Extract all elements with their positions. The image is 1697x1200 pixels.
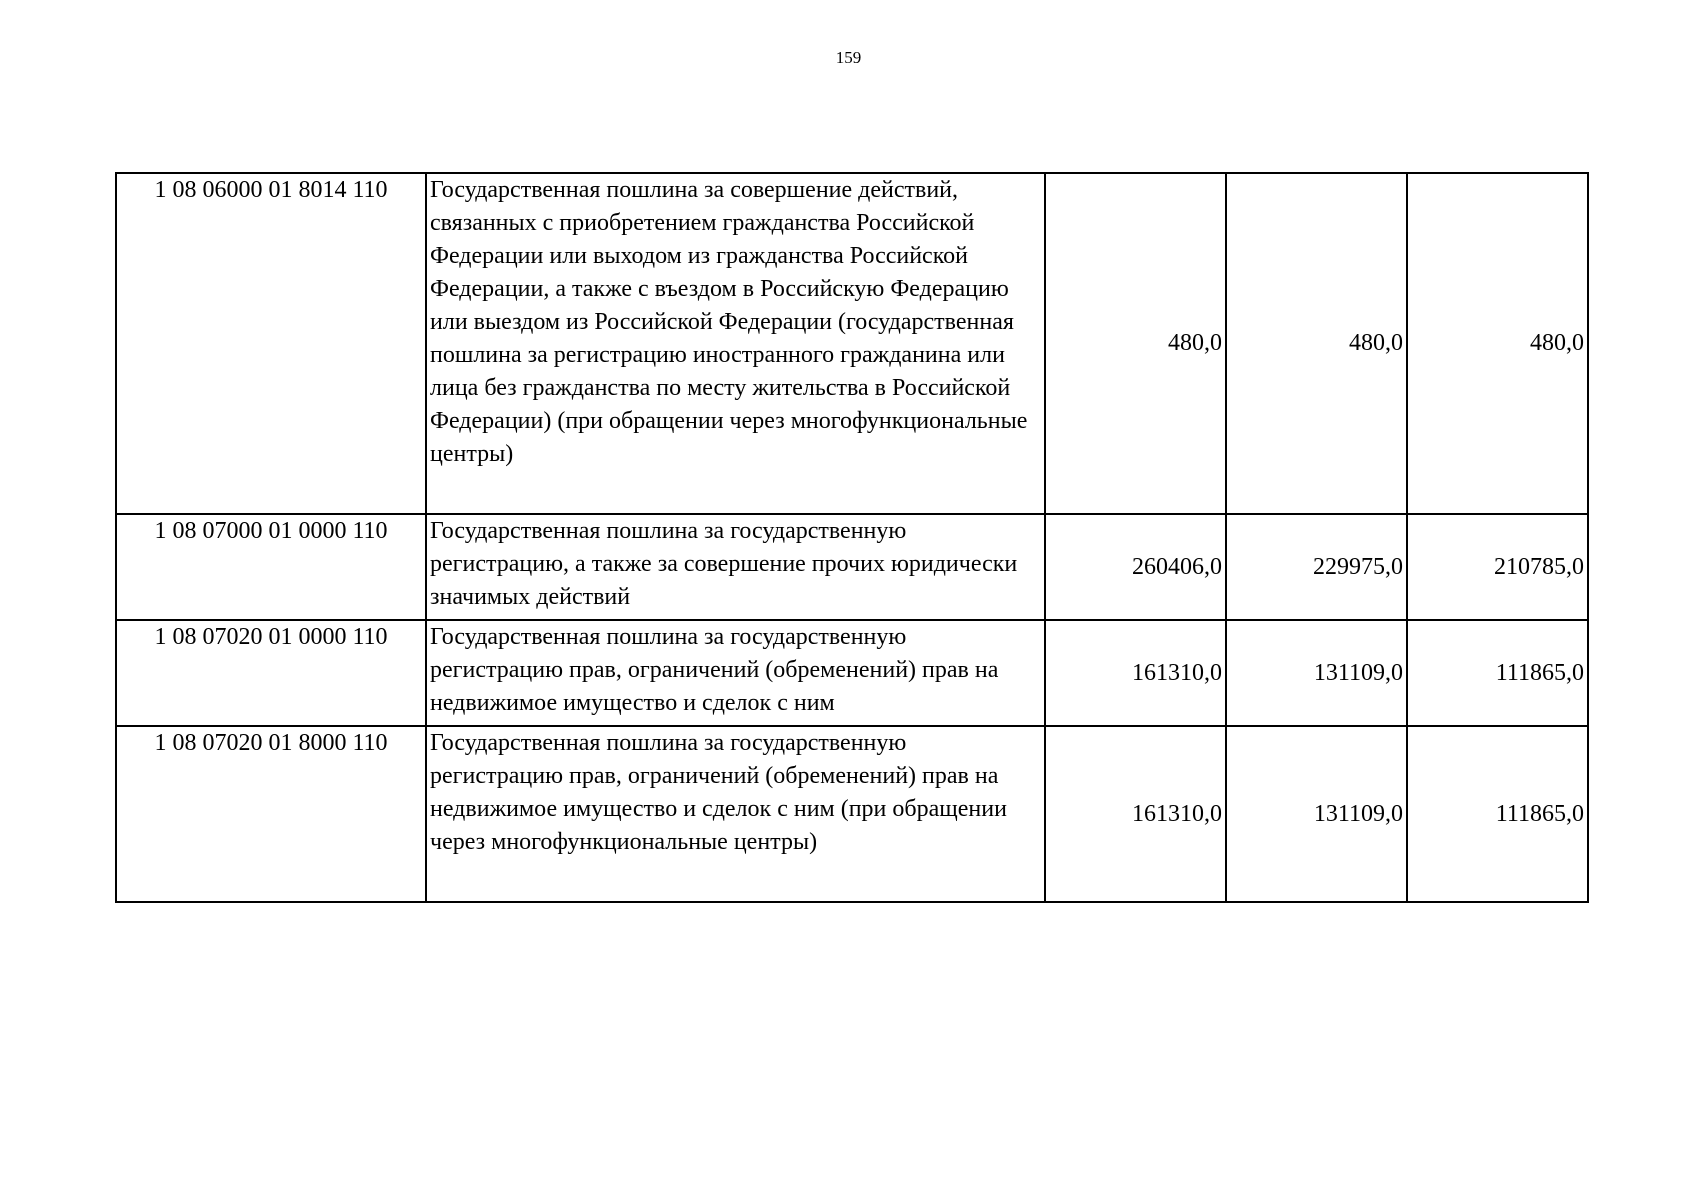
revenue-name-cell: Государственная пошлина за государственную регистрацию прав, ограничений (обременений) прав на недвижимое имущество и сделок с ним (при обращении через многофункциональные центры) bbox=[426, 726, 1045, 902]
amount-year1-cell: 260406,0 bbox=[1045, 514, 1226, 620]
revenue-name-cell: Государственная пошлина за государственную регистрацию прав, ограничений (обременений) прав на недвижимое имущество и сделок с ним bbox=[426, 620, 1045, 726]
amount-year1-cell: 161310,0 bbox=[1045, 620, 1226, 726]
table-row bbox=[116, 173, 1588, 514]
table-row bbox=[116, 514, 1588, 620]
amount-year3-cell: 210785,0 bbox=[1407, 514, 1588, 620]
budget-code-cell: 1 08 07020 01 8000 110 bbox=[116, 726, 426, 902]
revenue-table bbox=[115, 172, 1589, 903]
budget-code-cell: 1 08 06000 01 8014 110 bbox=[116, 173, 426, 514]
amount-year2-cell: 131109,0 bbox=[1226, 726, 1407, 902]
budget-code-cell: 1 08 07000 01 0000 110 bbox=[116, 514, 426, 620]
table-row bbox=[116, 620, 1588, 726]
table-row bbox=[116, 726, 1588, 902]
page-number: 159 bbox=[835, 48, 862, 67]
amount-year3-cell: 111865,0 bbox=[1407, 620, 1588, 726]
amount-year3-cell: 111865,0 bbox=[1407, 726, 1588, 902]
budget-code-cell: 1 08 07020 01 0000 110 bbox=[116, 620, 426, 726]
amount-year2-cell: 480,0 bbox=[1226, 173, 1407, 514]
amount-year2-cell: 131109,0 bbox=[1226, 620, 1407, 726]
amount-year3-cell: 480,0 bbox=[1407, 173, 1588, 514]
amount-year1-cell: 480,0 bbox=[1045, 173, 1226, 514]
revenue-name-cell: Государственная пошлина за государственную регистрацию, а также за совершение прочих юридически значимых действий bbox=[426, 514, 1045, 620]
revenue-name-cell: Государственная пошлина за совершение действий, связанных с приобретением гражданства Российской Федерации или выходом из гражданства Российской Федерации, а также с въездом в Российскую Федерацию или выездом из Российской Федерации (государственная пошлина за регистрацию иностранного гражданина или лица без гражданства по месту жительства в Российской Федерации) (при обращении через многофункциональные центры) bbox=[426, 173, 1045, 514]
amount-year2-cell: 229975,0 bbox=[1226, 514, 1407, 620]
amount-year1-cell: 161310,0 bbox=[1045, 726, 1226, 902]
